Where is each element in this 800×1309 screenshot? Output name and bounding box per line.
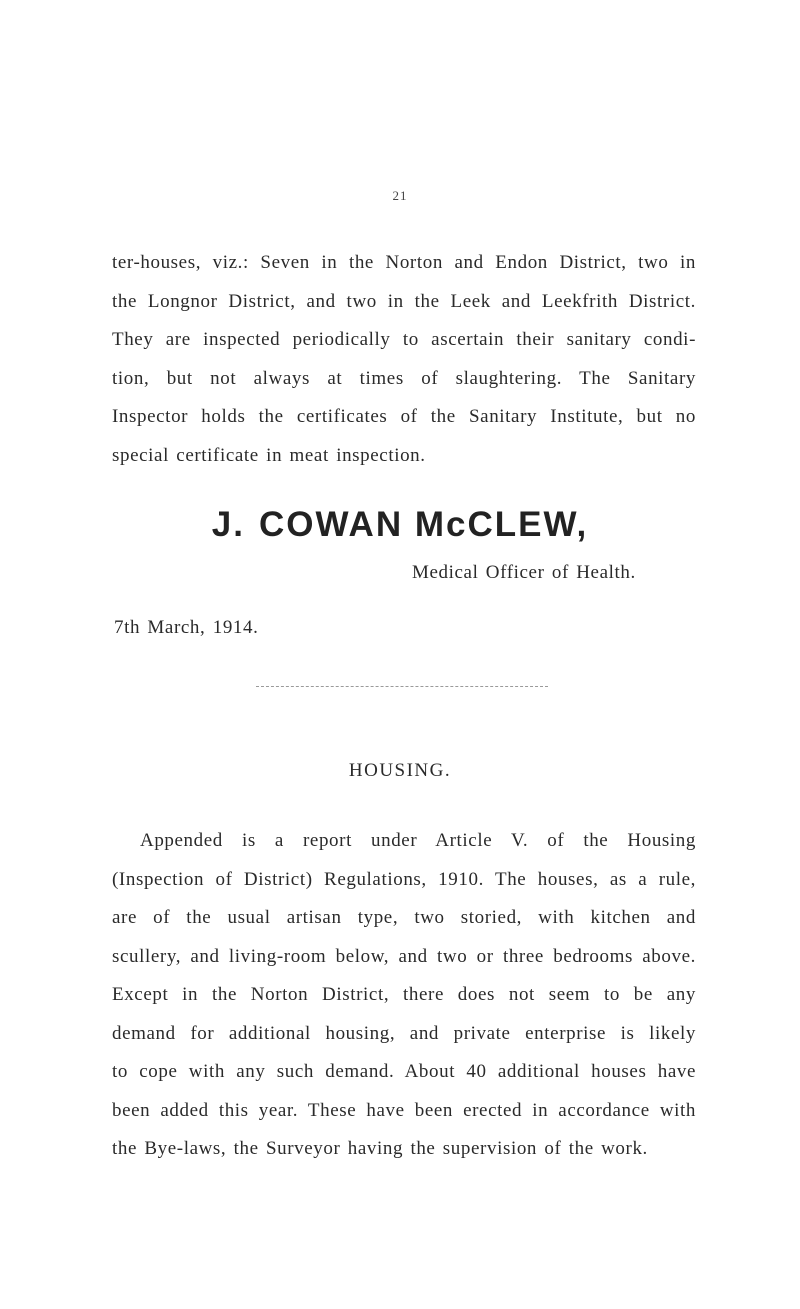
signature-initial: J. xyxy=(211,505,245,544)
report-date: 7th March, 1914. xyxy=(114,617,259,638)
paragraph-line: scullery, and living-room below, and two or three bedrooms above. xyxy=(112,945,696,967)
paragraph-line: special certificate in meat inspection. xyxy=(112,444,426,466)
paragraph-line: demand for additional housing, and private enterprise is likely xyxy=(112,1022,696,1044)
section-divider xyxy=(256,686,548,687)
signature-name: COWAN McCLEW, xyxy=(258,505,589,544)
paragraph-line: to cope with any such demand. About 40 additional houses have xyxy=(112,1061,696,1082)
paragraph-line: the Bye-laws, the Surveyor having the supervision of the work. xyxy=(112,1138,648,1159)
paragraph-line: (Inspection of District) Regulations, 1910. The houses, as a rule, xyxy=(112,868,696,890)
paragraph-line: are of the usual artisan type, two storied, with kitchen and xyxy=(112,907,696,928)
officer-title: Medical Officer of Health. xyxy=(412,562,636,583)
signature xyxy=(0,505,800,545)
paragraph-line: Appended is a report under Article V. of the Housing xyxy=(140,830,696,851)
slaughter-houses-paragraph xyxy=(112,244,696,475)
paragraph-line: ter-houses, viz.: Seven in the Norton and Endon District, two in xyxy=(112,252,696,273)
section-heading: HOUSING. xyxy=(348,760,452,781)
page-number: 21 xyxy=(392,188,408,203)
housing-paragraph xyxy=(112,822,696,1169)
paragraph-line: Except in the Norton District, there does not seem to be any xyxy=(112,984,696,1005)
paragraph-line: been added this year. These have been erected in accordance with xyxy=(112,1099,696,1121)
paragraph-line: Inspector holds the certificates of the Sanitary Institute, but no xyxy=(112,406,696,427)
paragraph-line: tion, but not always at times of slaughtering. The Sanitary xyxy=(112,367,696,389)
paragraph-line: the Longnor District, and two in the Leek and Leekfrith District. xyxy=(112,290,696,312)
paragraph-line: They are inspected periodically to ascertain their sanitary condi- xyxy=(112,329,696,350)
